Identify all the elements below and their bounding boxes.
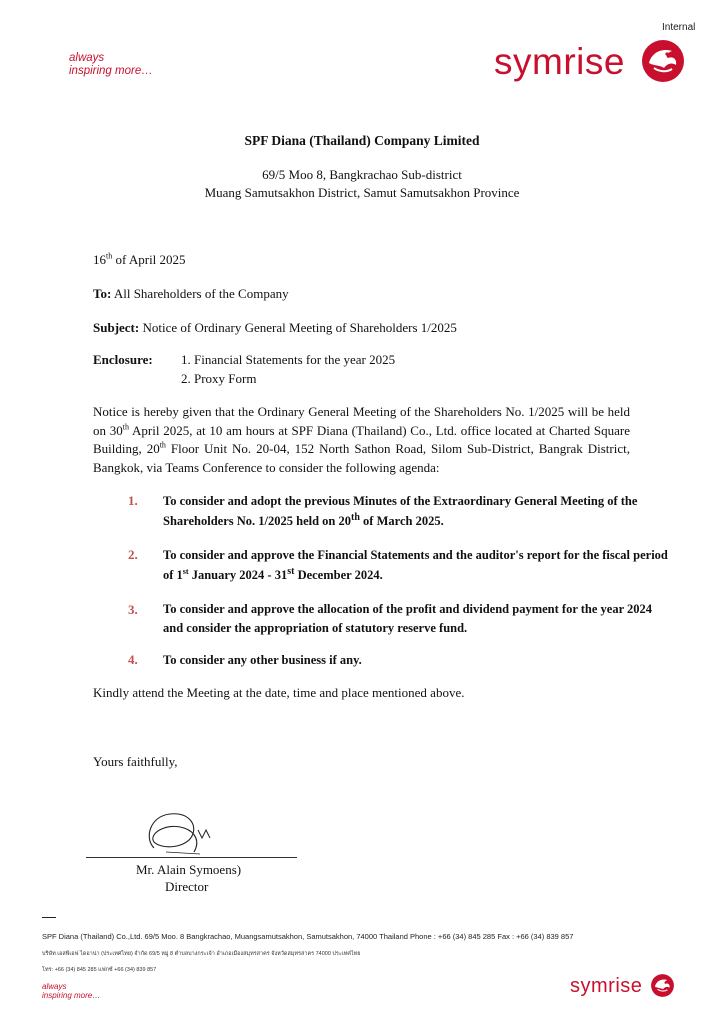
agenda-item (163, 545, 673, 585)
notice-part: April 2025, at 10 am hours at SPF Diana (Thailand) Co., Ltd. office located at Charted Square Building, 20 (93, 422, 630, 456)
dragon-emblem-icon (640, 38, 686, 84)
footer-address-th: บริษัท เอสพีเอฟ ไดอาน่า (ประเทศไทย) จำกัด 69/5 หมู่ 8 ตำบลบางกระเจ้า อำเภอเมืองสมุทรสาคร จังหวัดสมุทรสาคร 74000 ประเทศไทย (42, 951, 361, 957)
letter-date (93, 251, 186, 268)
footer-tagline-line1: always (42, 982, 67, 991)
footer-address-en: SPF Diana (Thailand) Co.,Ltd. 69/5 Moo. 8 Bangkrachao, Muangsamutsakhon, Samutsakhon, 74000 Thailand Phone : +66 (34) 845 285 Fax : +66 (34) 839 857 (42, 932, 574, 941)
agenda-text: December 2024. (294, 568, 383, 582)
agenda-text: To consider and adopt the previous Minutes of the Extraordinary General Meeting of the Shareholders No. 1/2025 held on 20 (163, 494, 638, 528)
company-name: SPF Diana (Thailand) Company Limited (244, 133, 480, 148)
notice-sup: th (159, 440, 166, 450)
signature-graphic (140, 808, 230, 860)
logo-wordmark: symrise (494, 41, 625, 82)
agenda-sup: th (351, 511, 360, 523)
notice-part: Notice is hereby given that the Ordinary General Meeting of the Shareholders No. 1/2025 will be held on 30 (93, 404, 630, 438)
footer-tagline-line2: inspiring more… (42, 991, 101, 1000)
closing-sentence: Kindly attend the Meeting at the date, time and place mentioned above. (93, 685, 465, 700)
notice-paragraph (93, 403, 630, 477)
agenda-text: of March 2025. (359, 514, 444, 528)
footer-dash (42, 917, 56, 918)
salutation: Yours faithfully, (93, 754, 178, 769)
subject-value: Notice of Ordinary General Meeting of Shareholders 1/2025 (139, 320, 457, 335)
footer-tagline (42, 982, 100, 1000)
signer-title: Director (165, 879, 209, 894)
footer-dragon-emblem-icon (650, 973, 675, 998)
agenda-item (163, 491, 673, 531)
agenda-text: To consider and approve the allocation of the profit and dividend payment for the year 2024 and consider the appropriation of statutory reserve fund. (163, 602, 653, 635)
date-day: 16 (93, 252, 106, 267)
agenda-number: 1. (128, 493, 138, 508)
agenda-text: January 2024 - 31 (188, 568, 288, 582)
tagline-line2: inspiring more… (69, 65, 153, 77)
notice-sup: th (122, 422, 129, 432)
symrise-logo (494, 38, 694, 86)
date-suffix: th (106, 251, 113, 261)
signature-line (86, 857, 297, 858)
to-value: All Shareholders of the Company (111, 286, 289, 301)
company-address-line2: Muang Samutsakhon District, Samut Samutsakhon Province (204, 185, 520, 200)
agenda-text: To consider and approve the Financial Statements and the auditor's report for the fiscal period of 1 (163, 548, 668, 582)
company-address-line1: 69/5 Moo 8, Bangkrachao Sub-district (262, 167, 462, 182)
agenda-item (163, 650, 673, 670)
agenda-sup: st (182, 566, 189, 576)
enclosure-item: 2. Proxy Form (181, 371, 257, 386)
to-line (93, 285, 289, 302)
signer-name: Mr. Alain Symoens) (136, 862, 242, 877)
agenda-sup: st (287, 565, 295, 577)
agenda-number: 4. (128, 652, 138, 667)
date-rest: of April 2025 (112, 252, 186, 267)
enclosure-item: 1. Financial Statements for the year 2025 (181, 352, 396, 367)
subject-label: Subject: (93, 320, 140, 335)
enclosure-label: Enclosure: (93, 352, 153, 367)
to-label: To: (93, 286, 112, 301)
footer-logo-wordmark: symrise (570, 975, 643, 997)
agenda-number: 2. (128, 547, 138, 562)
footer-symrise-logo (570, 972, 676, 1000)
agenda-number: 3. (128, 602, 138, 617)
subject-line (93, 319, 457, 336)
tagline-line1: always (69, 52, 105, 64)
internal-label: Internal (662, 22, 696, 33)
notice-part: Floor Unit No. 20-04, 152 North Sathon Road, Silom Sub-District, Bangrak District, Bangkok, via Teams Conference to consider the following agenda: (93, 441, 630, 475)
agenda-text: To consider any other business if any. (163, 653, 362, 667)
agenda-item (163, 600, 673, 638)
footer-phone-th: โทร: +66 (34) 845 285 แฟกซ์ +66 (34) 839 857 (42, 967, 157, 973)
tagline (69, 52, 153, 78)
